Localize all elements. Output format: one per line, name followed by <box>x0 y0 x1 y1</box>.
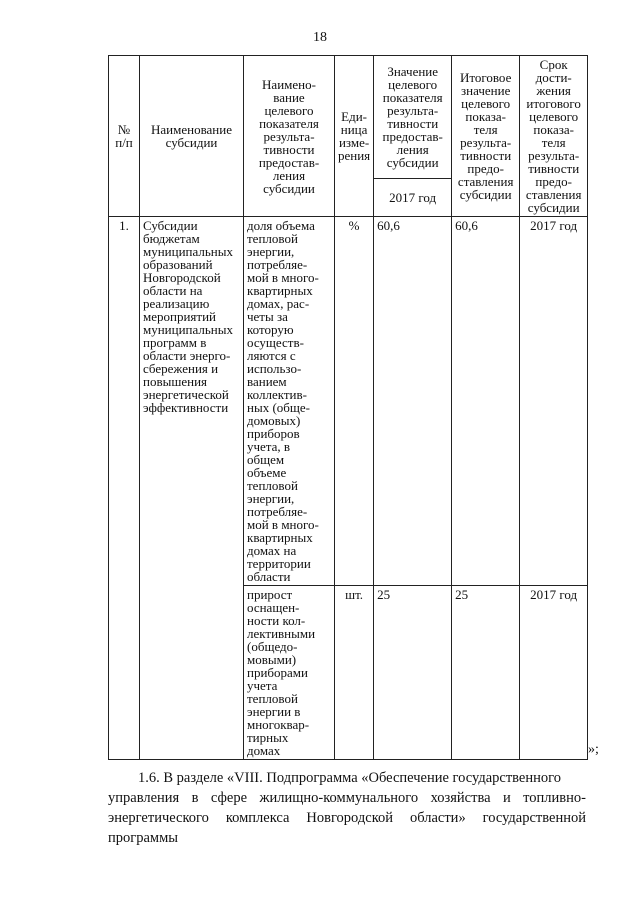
cell-final: 25 <box>452 586 520 760</box>
cell-name: Субсидии бюджетам муниципальных образований Новгородской области на реализацию мероприятий муниципальных программ в области энерго- сбережения и повышения энергетической эффективности <box>140 217 244 760</box>
indicators-table <box>108 55 588 760</box>
header-deadline: Срок дости- жения итогового целевого показа- теля результа- тивности предо- ставления субсидии <box>520 56 588 217</box>
cell-indicator: прирост оснащен- ности кол- лективными (общедо- мовыми) приборами учета тепловой энергии в многоквар- тирных домах <box>244 586 335 760</box>
header-value: Значение целевого показателя результа- тивности предостав- ления субсидии <box>374 56 452 179</box>
cell-deadline: 2017 год <box>520 217 588 586</box>
header-name: Наименование субсидии <box>140 56 244 217</box>
header-unit: Еди- ница изме- рения <box>335 56 374 217</box>
header-indicator: Наимено- вание целевого показателя результа- тивности предостав- ления субсидии <box>244 56 335 217</box>
table-row <box>109 217 588 586</box>
cell-value: 25 <box>374 586 452 760</box>
cell-deadline: 2017 год <box>520 586 588 760</box>
table-closing-quote: »; <box>588 742 599 757</box>
paragraph-line: 1.6. В разделе «VIII. Подпрограмма «Обеспечение государственного <box>138 770 561 786</box>
cell-final: 60,6 <box>452 217 520 586</box>
header-value-year: 2017 год <box>374 179 452 217</box>
cell-unit: шт. <box>335 586 374 760</box>
cell-num: 1. <box>109 217 140 760</box>
paragraph-line: управления в сфере жилищно-коммунального хозяйства и топливно-энергетического комплекса Новгородской области» государственной программы <box>108 790 586 846</box>
cell-indicator: доля объема тепловой энергии, потребляе- мой в много- квартирных домах, рас- четы за которую осуществ- ляются с использо- ванием коллектив- ных (обще- домовых) приборов учета, в общем объеме тепловой энергии, потребляе- мой в много- квартирных домах на территории области <box>244 217 335 586</box>
page-number: 18 <box>313 30 327 45</box>
header-final: Итоговое значение целевого показа- теля результа- тивности предо- ставления субсидии <box>452 56 520 217</box>
cell-value: 60,6 <box>374 217 452 586</box>
body-paragraph <box>108 768 586 848</box>
cell-unit: % <box>335 217 374 586</box>
header-num: № п/п <box>109 56 140 217</box>
